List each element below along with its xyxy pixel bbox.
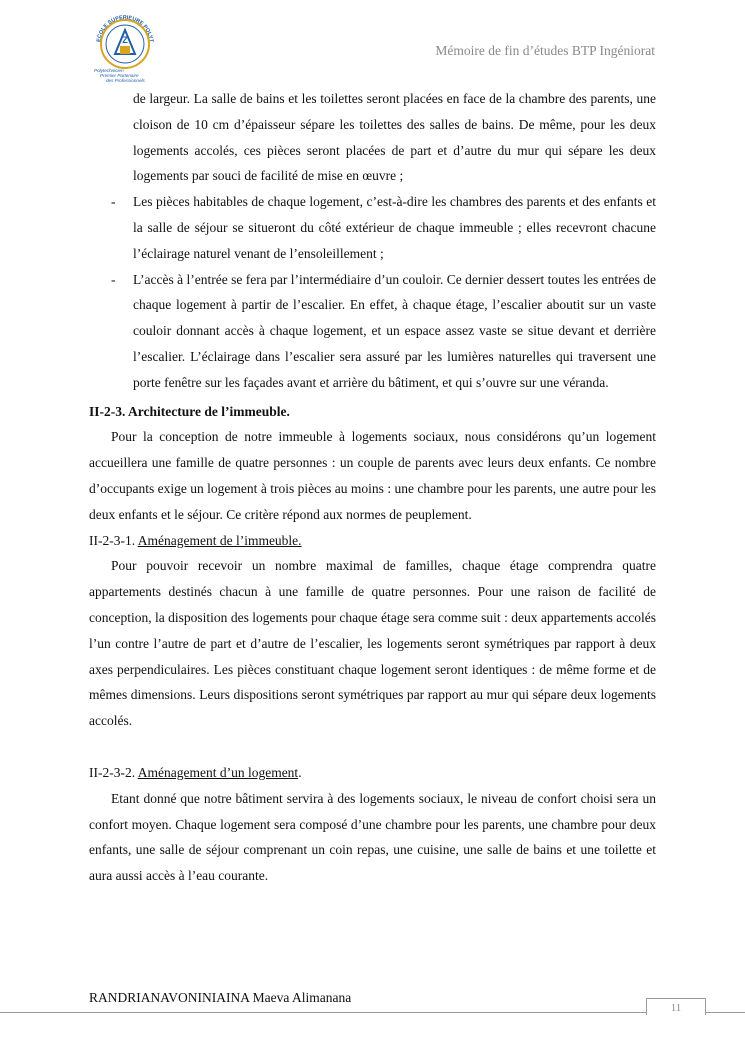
subsection-heading-1 [89, 528, 656, 554]
spacer [89, 734, 656, 760]
logo-line-2: Premier Partenaire [100, 73, 139, 78]
subsection-heading-2 [89, 760, 656, 786]
footer-divider [0, 1012, 745, 1013]
footer-author: RANDRIANAVONINIAINA Maeva Alimanana [89, 990, 352, 1005]
list-item [89, 189, 656, 266]
logo-arc-text: ECOLE SUPERIEURE POLYT [96, 14, 154, 43]
svg-text:Z: Z [122, 35, 128, 45]
page-content [89, 86, 656, 889]
subsection-title: Aménagement d’un logement [137, 764, 299, 780]
bullet-marker: - [111, 194, 116, 210]
section-heading: II-2-3. Architecture de l’immeuble. [89, 403, 290, 419]
bullet-marker: - [111, 271, 116, 287]
running-header: Mémoire de fin d’études BTP Ingéniorat [435, 43, 655, 58]
list-item-text: L’accès à l’entrée se fera par l’intermédiaire d’un couloir. Ce dernier dessert toutes les entrées de chaque logement à partir de l’escalier. En effet, à chaque étage, l’escalier aboutit sur un vaste couloir donnant accès à chaque logement, et un espace assez vaste se situe devant et derrière l’escalier. L’éclairage dans l’escalier sera assuré par les lumières naturelles qui traversent une porte fenêtre sur les façades avant et arrière du bâtiment, et qui s’ouvre sur une véranda. [133, 271, 656, 390]
school-logo [92, 10, 158, 82]
logo-line-1: Polytechnicien [94, 68, 124, 73]
logo-line-3: des Professionnels [106, 78, 145, 82]
continued-paragraph: de largeur. La salle de bains et les toilettes seront placées en face de la chambre des parents, une cloison de 10 cm d’épaisseur sépare les toilettes des salles de bains. De même, pour les deux logements accolés, ces pièces seront placées de part et d’autre du mur qui sépare les deux logements par souci de facilité de mise en œuvre ; [133, 91, 656, 184]
list-item-text: Les pièces habitables de chaque logement, c’est-à-dire les chambres des parents et des enfants et la salle de séjour se situeront du côté extérieur de chaque immeuble ; elles recevront chacune l’éclairage naturel venant de l’ensoleillement ; [133, 194, 656, 261]
subsection-period: . [298, 764, 302, 780]
subsection-paragraph-2: Etant donné que notre bâtiment servira à des logements sociaux, le niveau de confort choisi sera un confort moyen. Chaque logement sera composé d’une chambre pour les parents, une chambre pour deux enfants, une salle de séjour comprenant un coin repas, une cuisine, une salle de bains et une toilette et aura aussi accès à l’eau courante. [89, 790, 656, 884]
page-number: 11 [646, 998, 706, 1015]
subsection-paragraph-1: Pour pouvoir recevoir un nombre maximal de familles, chaque étage comprendra quatre appartements destinés chacun à une famille de quatre personnes. Pour une raison de facilité de conception, la disposition des logements pour chaque étage sera comme suit : deux appartements accolés l’un contre l’autre de part et d’autre de l’escalier, les logements seront symétriques par rapport à deux axes perpendiculaires. Les pièces constituant chaque logement seront identiques : de même forme et de mêmes dimensions. Leurs dispositions seront symétriques par rapport au mur qui sépare deux logements accolés. [89, 558, 656, 729]
list-item [89, 267, 656, 396]
section-paragraph: Pour la conception de notre immeuble à logements sociaux, nous considérons qu’un logement accueillera une famille de quatre personnes : un couple de parents avec leurs deux enfants. Ce nombre d’occupants exige un logement à trois pièces au moins : une chambre pour les parents, une autre pour les deux enfants et le séjour. Ce critère répond aux normes de peuplement. [89, 429, 656, 522]
subsection-title: Aménagement de l’immeuble. [137, 532, 302, 548]
subsection-number: II-2-3-1. [89, 532, 138, 548]
subsection-number: II-2-3-2. [89, 764, 138, 780]
